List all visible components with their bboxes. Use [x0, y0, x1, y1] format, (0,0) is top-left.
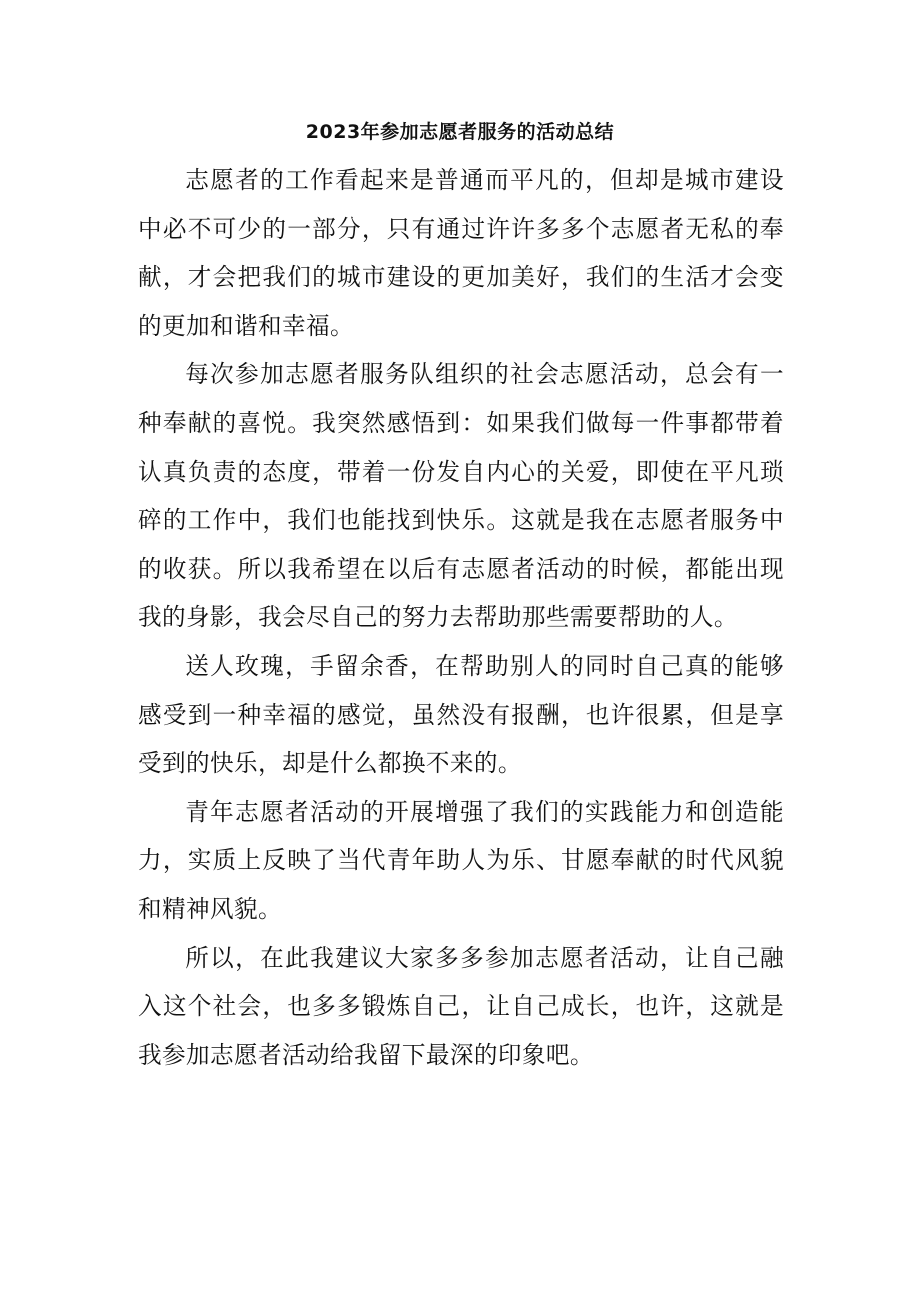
document-body	[138, 156, 784, 1079]
paragraph-3: 送人玫瑰，手留余香，在帮助别人的同时自己真的能够感受到一种幸福的感觉，虽然没有报酬，也许很累，但是享受到的快乐，却是什么都换不来的。	[138, 651, 784, 778]
document-title: 2023年参加志愿者服务的活动总结	[305, 121, 615, 143]
paragraph-4: 青年志愿者活动的开展增强了我们的实践能力和创造能力，实质上反映了当代青年助人为乐、甘愿奉献的时代风貌和精神风貌。	[138, 797, 784, 923]
paragraph-2: 每次参加志愿者服务队组织的社会志愿活动，总会有一种奉献的喜悦。我突然感悟到：如果我们做每一件事都带着认真负责的态度，带着一份发自内心的关爱，即使在平凡琐碎的工作中，我们也能找到快乐。这就是我在志愿者服务中的收获。所以我希望在以后有志愿者活动的时候，都能出现我的身影，我会尽自己的努力去帮助那些需要帮助的人。	[138, 360, 784, 632]
paragraph-5: 所以，在此我建议大家多多参加志愿者活动，让自己融入这个社会，也多多锻炼自己，让自己成长，也许，这就是我参加志愿者活动给我留下最深的印象吧。	[138, 943, 784, 1069]
paragraph-1: 志愿者的工作看起来是普通而平凡的，但却是城市建设中必不可少的一部分，只有通过许许多多个志愿者无私的奉献，才会把我们的城市建设的更加美好，我们的生活才会变的更加和谐和幸福。	[138, 166, 784, 340]
